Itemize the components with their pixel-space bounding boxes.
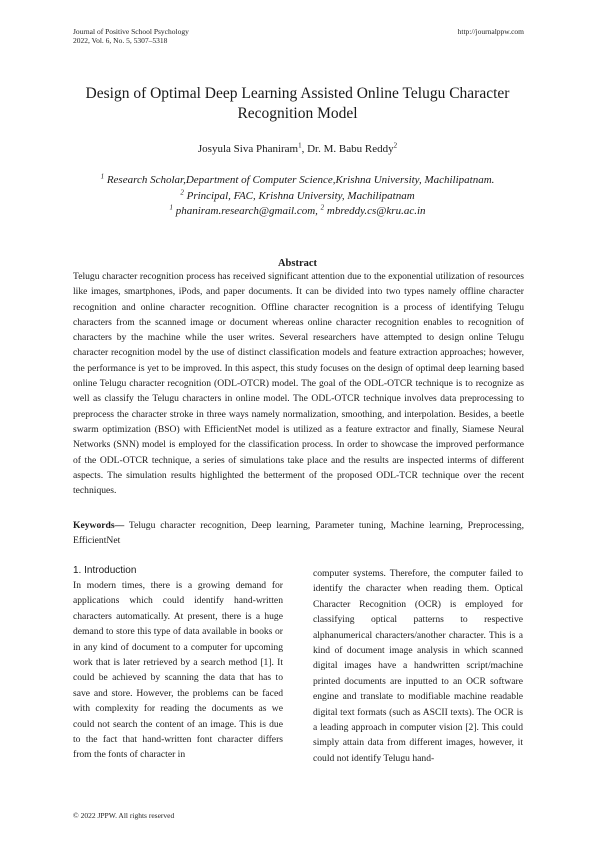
email-line — [100, 204, 495, 220]
affiliation-1-sup: 1 — [100, 172, 105, 181]
author-2-sup: 2 — [393, 141, 398, 150]
intro-paragraph-left: In modern times, there is a growing demand for applications which could identify hand-written characters automatically. At present, there is a huge demand to store this type of data available in books or in any kind of document to a computer for upcoming work that is later retrieved by a search method [1]. It could be achieved by scanning the data that has to save and store. However, the problems can be faced with complexity for reading the documents as we could not search the content of an image. This is due to the fact that hand-written font character differs from the fonts of character in — [73, 580, 283, 761]
keywords — [73, 518, 524, 548]
author-1: Josyula Siva Phaniram — [197, 143, 299, 155]
affiliation-1 — [100, 173, 495, 189]
email-1[interactable]: phaniram.research@gmail.com, — [172, 205, 321, 217]
journal-issue: 2022, Vol. 6, No. 5, 5307–5318 — [73, 36, 168, 45]
affiliation-2-sup: 2 — [180, 187, 184, 196]
affiliation-2-text: Principal, FAC, Krishna University, Machilipatnam — [183, 189, 415, 202]
keywords-label: Keywords— — [73, 520, 125, 531]
author-line — [0, 143, 595, 155]
paper-title: Design of Optimal Deep Learning Assisted Online Telugu Character Recognition Model — [85, 85, 510, 122]
author-2: Dr. M. Babu Reddy — [307, 143, 394, 155]
keywords-text: Telugu character recognition, Deep learning, Parameter tuning, Machine learning, Preprocessing, EfficientNet — [73, 520, 524, 546]
email-2-sup: 2 — [320, 203, 325, 212]
section-heading-introduction: 1. Introduction — [73, 565, 137, 576]
affiliation-2 — [100, 189, 495, 205]
author-1-sup: 1 — [298, 141, 302, 150]
email-2[interactable]: mbreddy.cs@kru.ac.in — [324, 205, 426, 217]
author-separator: , — [301, 143, 308, 155]
abstract-heading: Abstract — [277, 258, 318, 269]
affiliations — [100, 173, 495, 220]
email-1-sup: 1 — [169, 203, 173, 212]
running-header-left — [73, 27, 189, 45]
left-column — [73, 563, 283, 763]
intro-paragraph-right: computer systems. Therefore, the computer failed to identify the character when reading them. Optical Character Recognition (OCR) is employed for classifying optical patterns to respective alphanumerical characters/another character. This is a kind of document image analysis in which scanned digital images have a handwritten script/machine printed documents are inputted to an OCR software engine and translate to modifiable machine readable digital text formats (such as ASCII texts). The OCR is a leading approach in computer vision [2]. This could simply attain data from different images, however, it could not identify Telugu hand- — [313, 568, 523, 764]
affiliation-1-text: Research Scholar,Department of Computer Science,Krishna University, Machilipatnam. — [104, 174, 495, 186]
copyright-footer: © 2022 JPPW. All rights reserved — [73, 811, 175, 820]
journal-url[interactable]: http://journalppw.com — [457, 27, 524, 36]
journal-name: Journal of Positive School Psychology — [73, 27, 189, 36]
abstract-body: Telugu character recognition process has received significant attention due to the exponential utilization of resources like images, smartphones, iPods, and paper documents. It can be divided into two types namely offline character recognition and online character recognition. Offline character recognition is a process of identifying Telugu characters from the scanned image or document whereas online character recognition enables to recognition of characters by the machine while the user writes. Several researchers have attempted to design online Telugu character recognition model by the use of distinct classification models and feature extraction approaches; however, the performance is yet to be improved. In this aspect, this study focuses on the design of optimal deep learning based online Telugu character recognition (ODL-OTCR) model. The goal of the ODL-OTCR technique is to recognize as well as classify the Telugu characters in online model. The ODL-OTCR technique involves data preprocessing to preprocess the character stroke in three ways namely normalization, smoothing, and interpolation. Besides, a beetle swarm optimization (BSO) with EfficientNet model is utilized as a feature extractor and finally, Siamese Neural Networks (SNN) model is employed for the classification process. In order to showcase the improved performance of the ODL-OTCR technique, a series of simulations take place and the results are inspected interms of different aspects. The simulation results highlighted the betterment of the proposed ODL-TCR technique over the recent techniques. — [73, 271, 524, 497]
right-column — [313, 566, 523, 766]
